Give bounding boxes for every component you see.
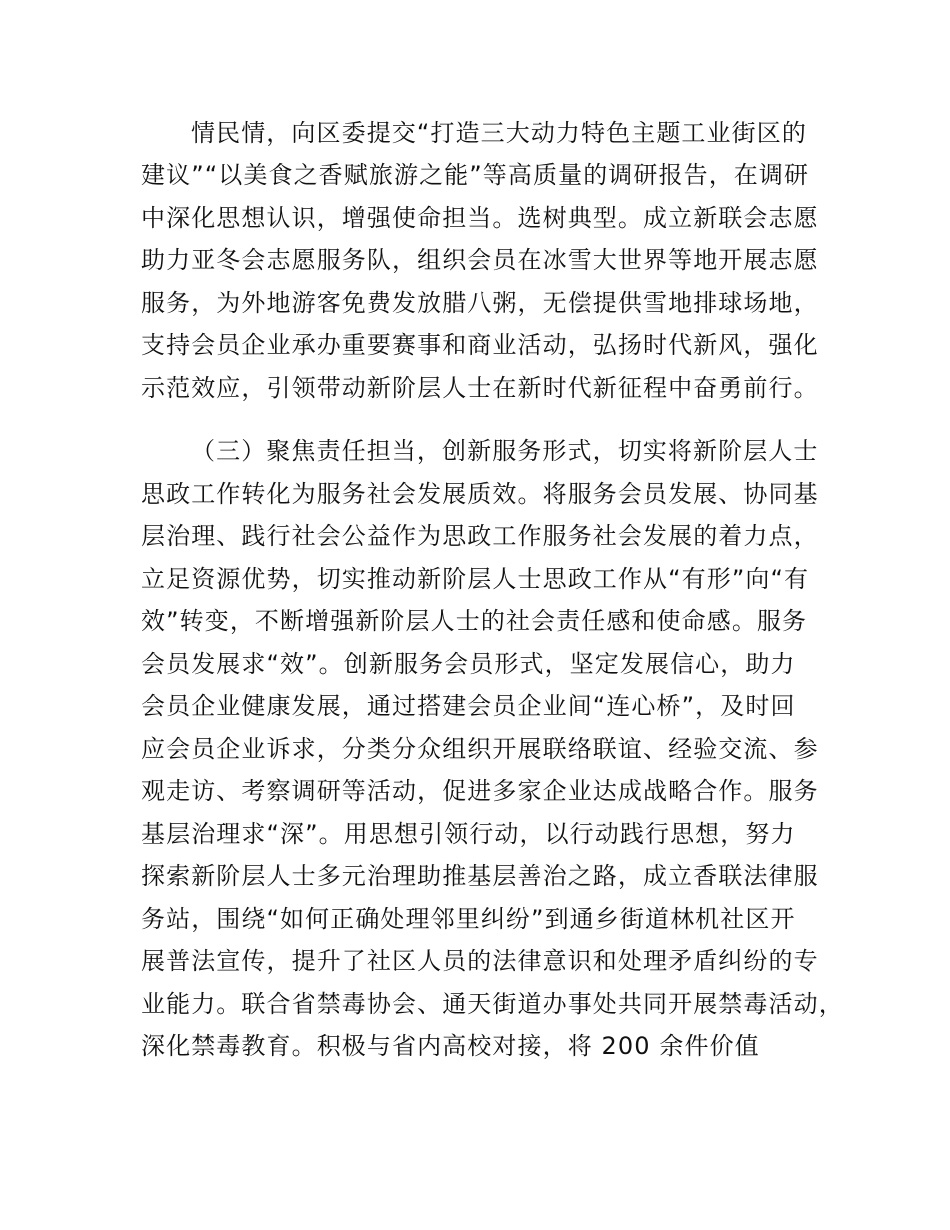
text-line: 展普法宣传，提升了社区人员的法律意识和处理矛盾纠纷的专	[141, 947, 819, 975]
text-line: 层治理、践行社会公益作为思政工作服务社会发展的着力点，	[141, 522, 819, 550]
text-line: 业能力。联合省禁毒协会、通天街道办事处共同开展禁毒活动，	[141, 990, 844, 1018]
text-line: 服务，为外地游客免费发放腊八粥，无偿提供雪地排球场地，	[141, 289, 819, 317]
text-line: 效”转变，不断增强新阶层人士的社会责任感和使命感。服务	[141, 607, 808, 635]
text-line: 思政工作转化为服务社会发展质效。将服务会员发展、协同基	[141, 480, 819, 508]
text-line: 支持会员企业承办重要赛事和商业活动，弘扬时代新风，强化	[141, 331, 819, 359]
text-line: 会员企业健康发展，通过搭建会员企业间“连心桥”，及时回	[141, 692, 796, 720]
text-line: （三）聚焦责任担当，创新服务形式，切实将新阶层人士	[191, 437, 819, 465]
text-line: 会员发展求“效”。创新服务会员形式，坚定发展信心，助力	[141, 650, 796, 678]
text-line: 观走访、考察调研等活动，促进多家企业达成战略合作。服务	[141, 777, 819, 805]
text-line: 立足资源优势，切实推动新阶层人士思政工作从“有形”向“有	[141, 565, 810, 593]
text-line: 基层治理求“深”。用思想引领行动，以行动践行思想，努力	[141, 820, 796, 848]
text-line: 应会员企业诉求，分类分众组织开展联络联谊、经验交流、参	[141, 735, 819, 763]
text-line: 深化禁毒教育。积极与省内高校对接，将 200 余件价值	[141, 1032, 760, 1060]
text-line: 中深化思想认识，增强使命担当。选树典型。成立新联会志愿	[141, 204, 819, 232]
text-line: 建议”“以美食之香赋旅游之能”等高质量的调研报告，在调研	[141, 161, 810, 189]
text-line: 务站，围绕“如何正确处理邻里纠纷”到通乡街道林机社区开	[141, 905, 796, 933]
text-line: 情民情，向区委提交“打造三大动力特色主题工业街区的	[191, 119, 807, 147]
text-line: 探索新阶层人士多元治理助推基层善治之路，成立香联法律服	[141, 862, 819, 890]
text-line: 示范效应，引领带动新阶层人士在新时代新征程中奋勇前行。	[141, 374, 819, 402]
text-line: 助力亚冬会志愿服务队，组织会员在冰雪大世界等地开展志愿	[141, 246, 819, 274]
